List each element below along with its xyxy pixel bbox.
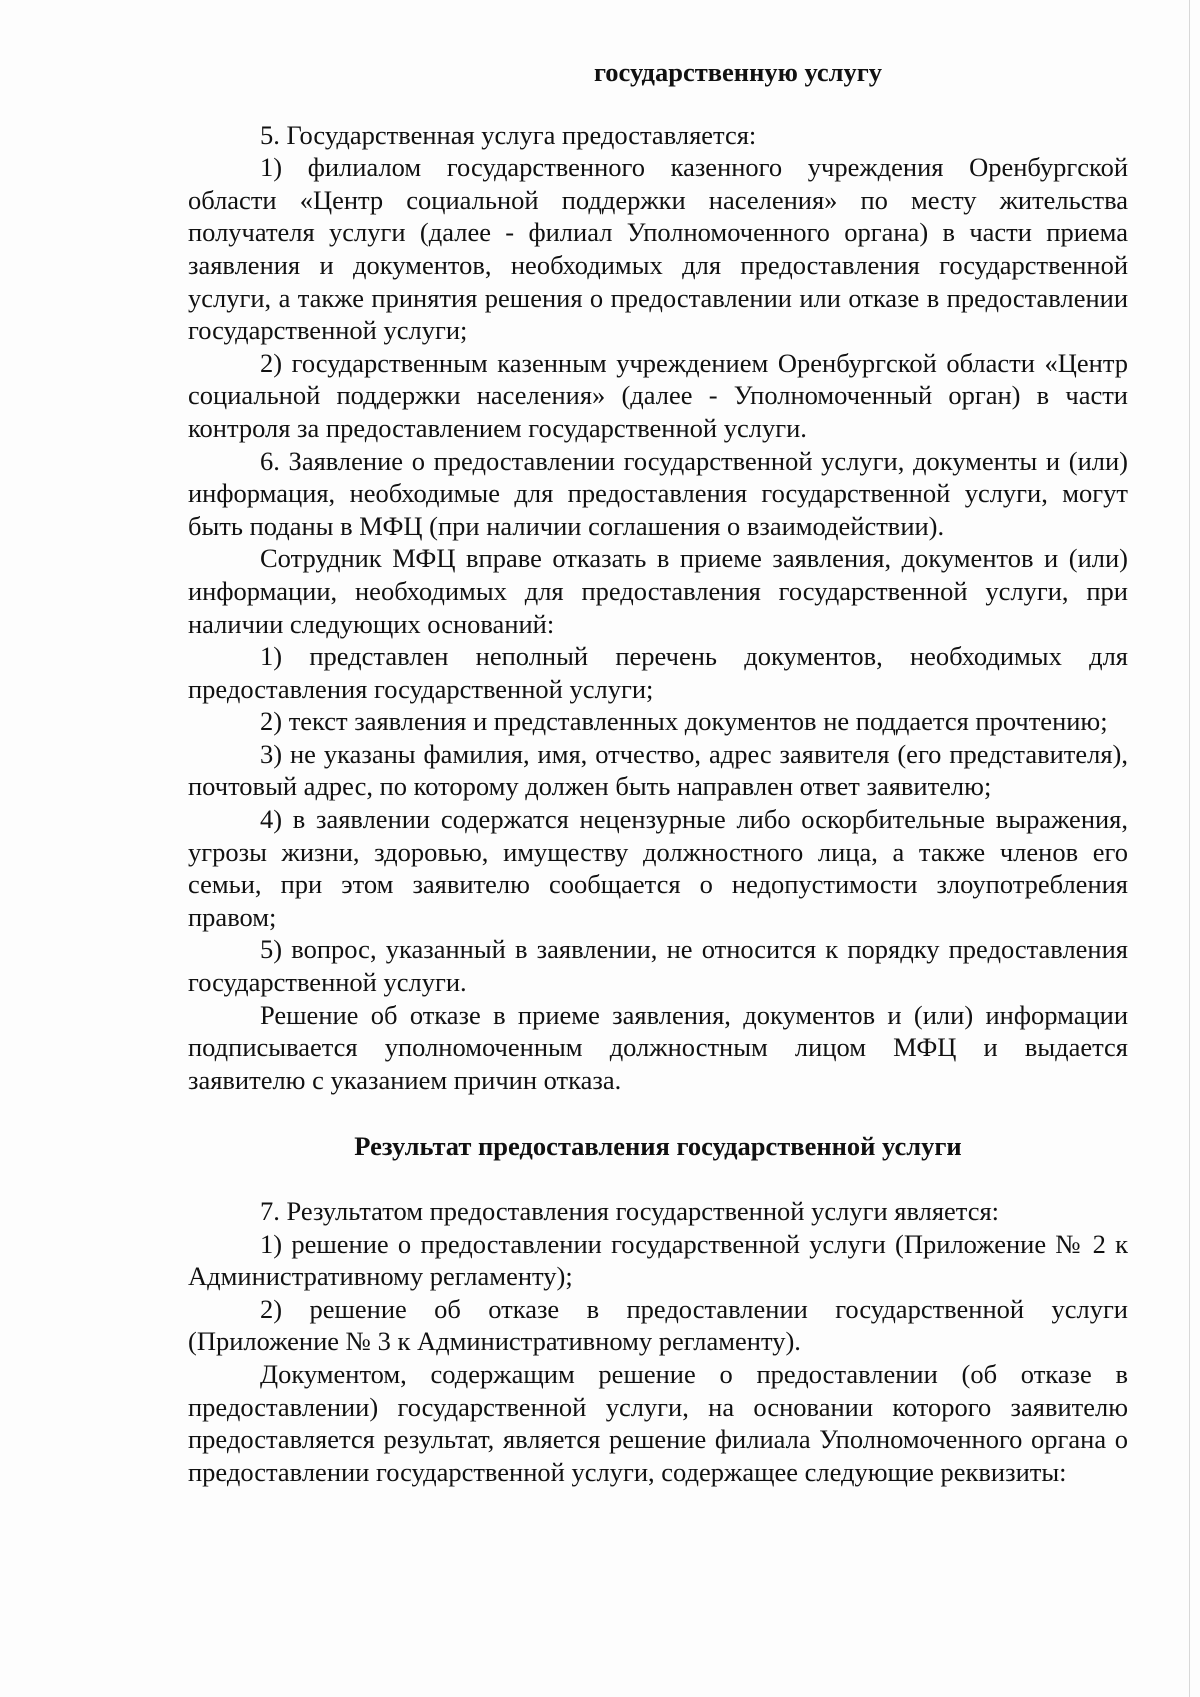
paragraph: 1) филиалом государственного казенного учреждения Оренбургской области «Центр социальной поддержки населения» по месту жительства получателя услуги (далее - филиал Уполномоченного органа) в части приема заявления и документов, необходимых для предоставления государственной услуги, а также принятия решения о предоставлении или отказе в предоставлении государственной услуги; — [188, 152, 1128, 346]
document-body — [188, 56, 1128, 1488]
paragraph: 2) решение об отказе в предоставлении государственной услуги (Приложение № 3 к Административному регламенту). — [188, 1293, 1128, 1357]
paragraph-group-2 — [188, 1195, 1128, 1488]
paragraph: Документом, содержащим решение о предоставлении (об отказе в предоставлении) государственной услуги, на основании которого заявителю предоставляется результат, является решение филиала Уполномоченного органа о предоставлении государственной услуги, содержащее следующие реквизиты: — [188, 1358, 1128, 1487]
paragraph: 1) решение о предоставлении государственной услуги (Приложение № 2 к Административному регламенту); — [188, 1228, 1128, 1292]
top-heading: государственную услугу — [593, 57, 883, 87]
paragraph: Решение об отказе в приеме заявления, документов и (или) информации подписывается уполномоченным должностным лицом МФЦ и выдается заявителю с указанием причин отказа. — [188, 999, 1128, 1095]
paragraph: 2) государственным казенным учреждением Оренбургской области «Центр социальной поддержки населения» (далее - Уполномоченный орган) в части контроля за предоставлением государственной услуги. — [188, 347, 1128, 443]
paragraph: 4) в заявлении содержатся нецензурные либо оскорбительные выражения, угрозы жизни, здоровью, имуществу должностного лица, а также членов его семьи, при этом заявителю сообщается о недопустимости злоупотребления правом; — [188, 804, 1128, 932]
page-edge-line — [1189, 0, 1190, 1697]
paragraph: 7. Результатом предоставления государственной услуги является: — [260, 1196, 1000, 1226]
paragraph: 6. Заявление о предоставлении государственной услуги, документы и (или) информация, необходимые для предоставления государственной услуги, могут быть поданы в МФЦ (при наличии соглашения о взаимодействии). — [188, 445, 1128, 541]
paragraph: 1) представлен неполный перечень документов, необходимых для предоставления государственной услуги; — [188, 641, 1128, 704]
paragraph-group-1 — [188, 119, 1128, 1097]
paragraph: 5) вопрос, указанный в заявлении, не относится к порядку предоставления государственной услуги. — [188, 934, 1128, 998]
paragraph: 3) не указаны фамилия, имя, отчество, адрес заявителя (его представителя), почтовый адрес, по которому должен быть направлен ответ заявителю; — [188, 738, 1128, 802]
section-heading: Результат предоставления государственной услуги — [354, 1131, 962, 1162]
paragraph: 5. Государственная услуга предоставляется: — [260, 119, 757, 150]
paragraph: Сотрудник МФЦ вправе отказать в приеме заявления, документов и (или) информации, необходимых для предоставления государственной услуги, при наличии следующих оснований: — [188, 543, 1128, 639]
paragraph: 2) текст заявления и представленных документов не поддается прочтению; — [260, 706, 1108, 737]
